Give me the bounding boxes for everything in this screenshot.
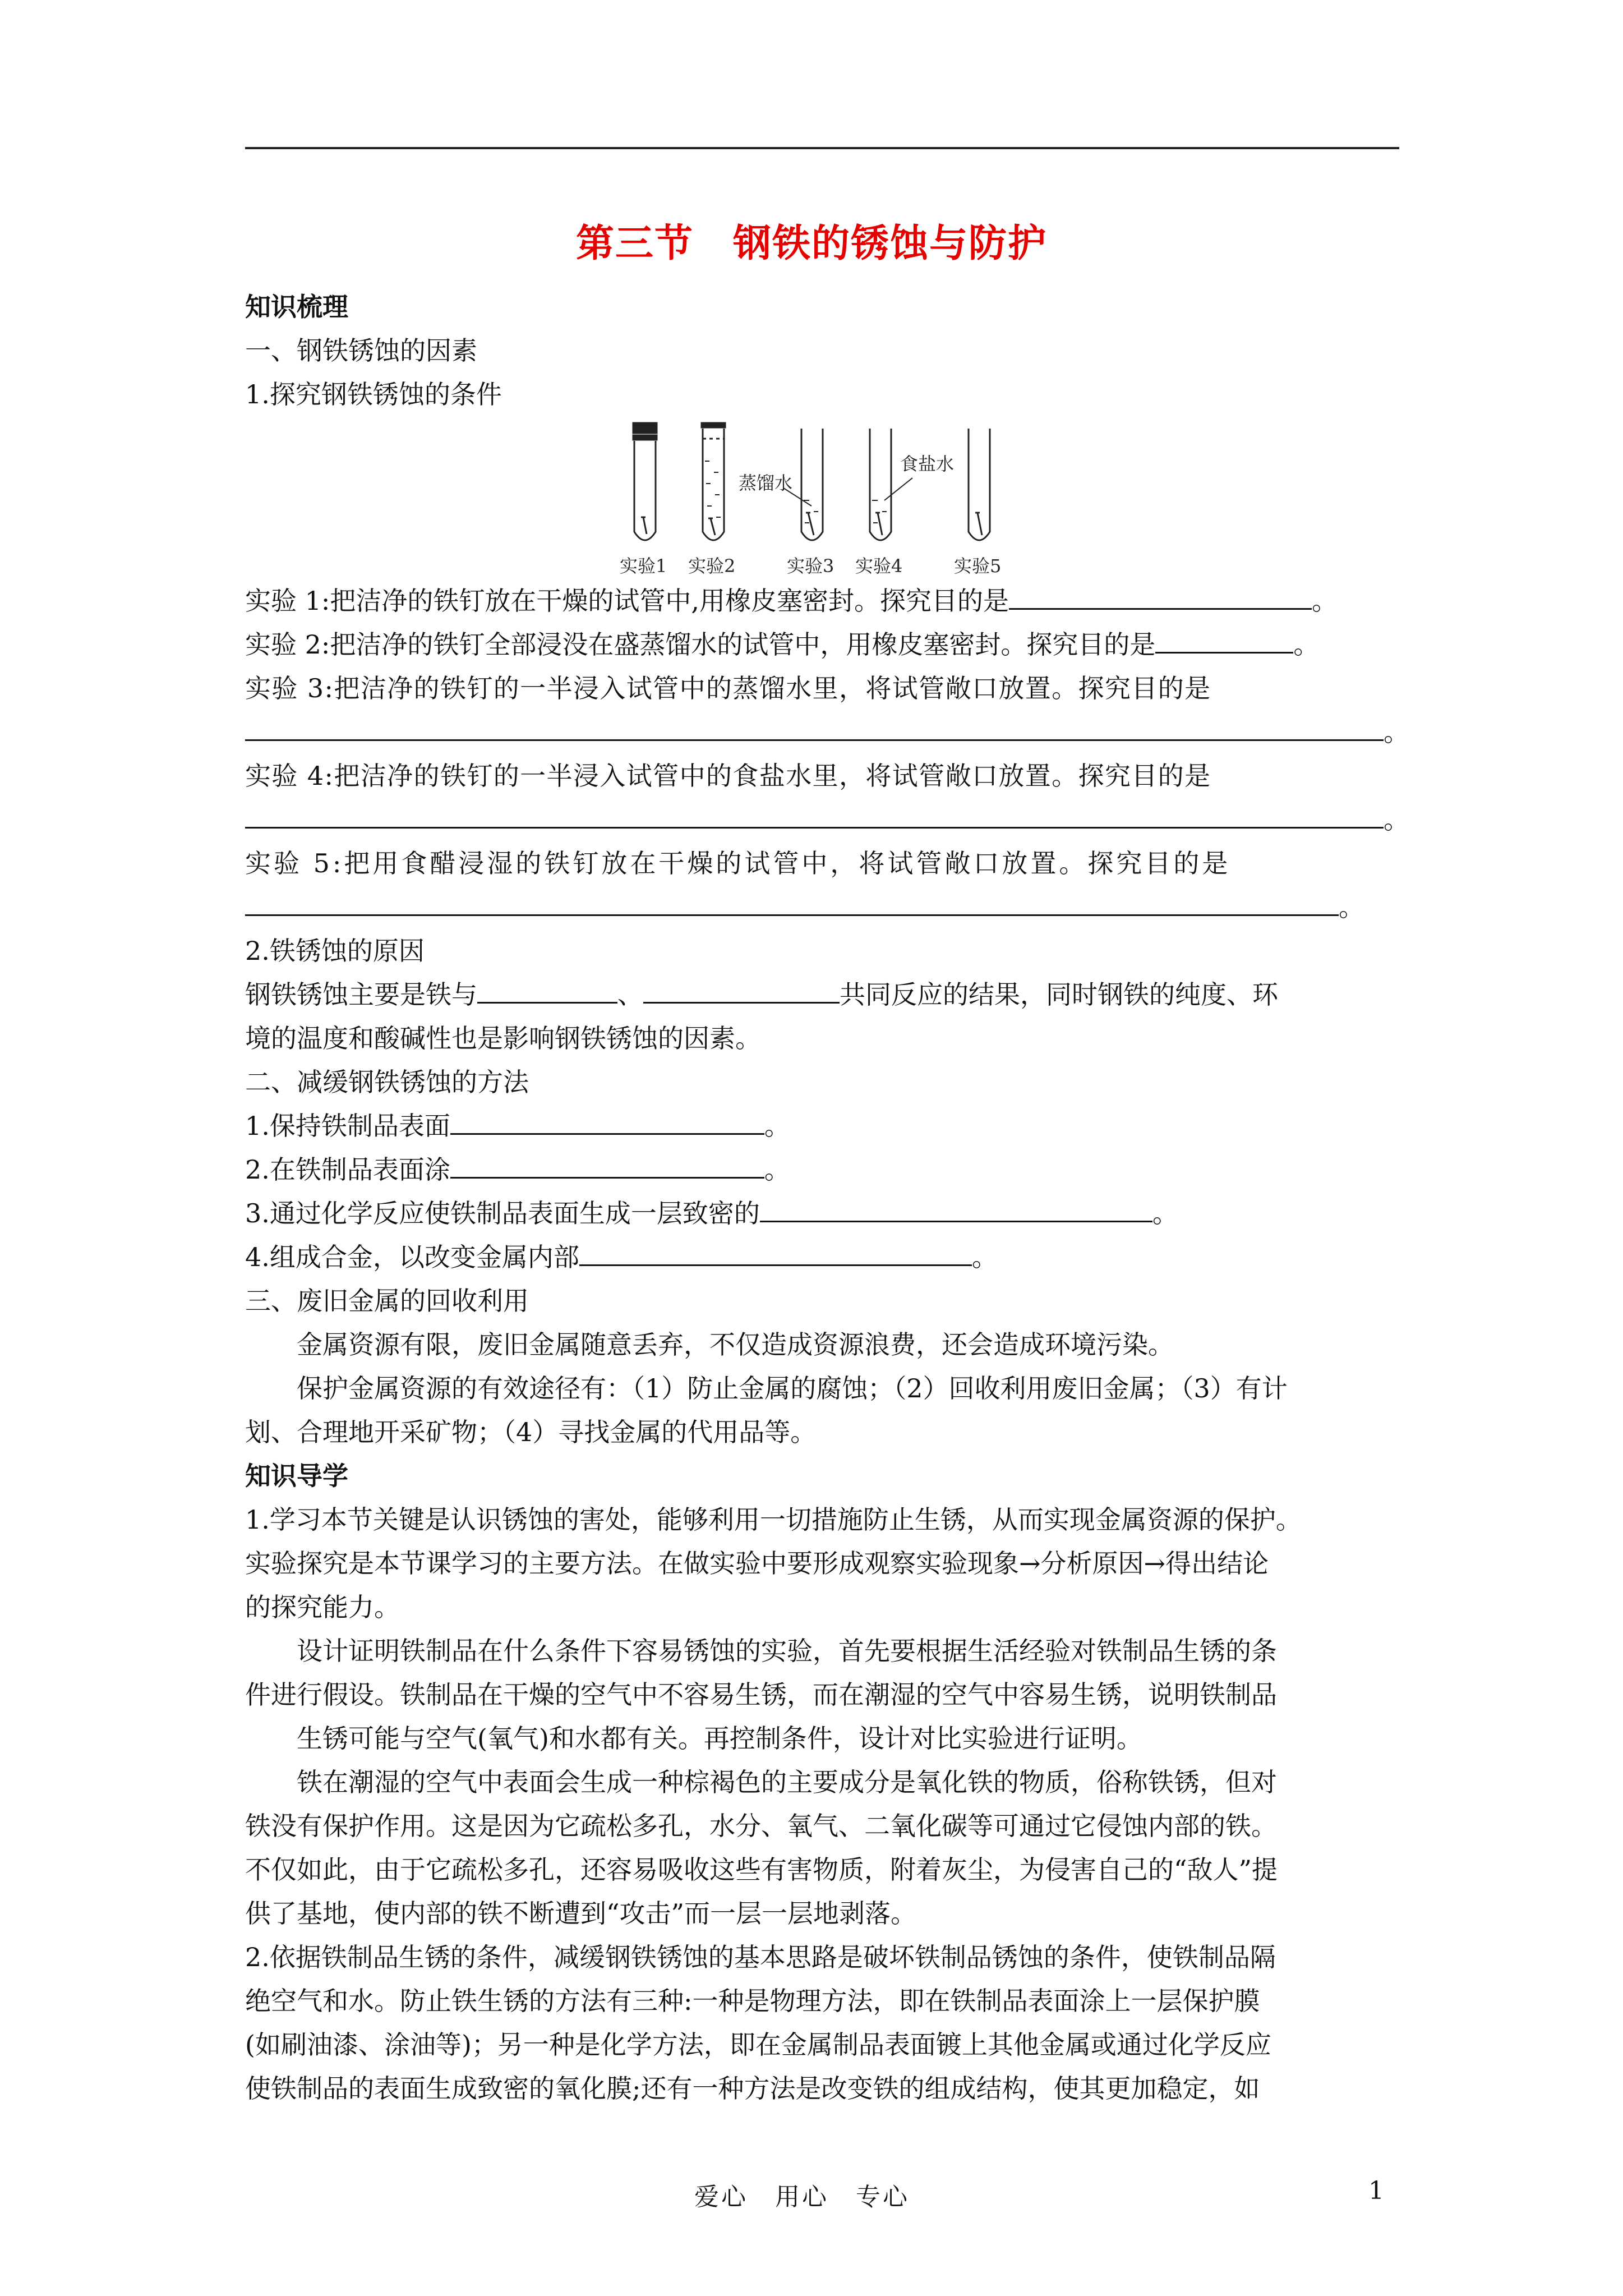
experiment-2-line: 实验 2:把洁净的铁钉全部浸没在盛蒸馏水的试管中，用橡皮塞密封。探究目的是 。 xyxy=(245,629,1320,660)
iron-nail xyxy=(875,513,882,535)
answer-blank[interactable] xyxy=(450,1111,764,1135)
method-3: 3.通过化学反应使铁制品表面生成一层致密的 。 xyxy=(245,1198,1178,1228)
guide-3b: 铁没有保护作用。这是因为它疏松多孔，水分、氧气、二氧化碳等可通过它侵蚀内部的铁。 xyxy=(245,1811,1277,1841)
test-tube-5 xyxy=(969,429,990,540)
answer-blank[interactable] xyxy=(643,979,840,1004)
answer-blank[interactable] xyxy=(245,892,1339,916)
guide-4b: 绝空气和水。防止铁生锈的方法有三种:一种是物理方法，即在铁制品表面涂上一层保护膜 xyxy=(245,1986,1260,2016)
page-number: 1 xyxy=(1368,2177,1384,2205)
experiment-4-line: 实验 4:把洁净的铁钉的一半浸入试管中的食盐水里，将试管敞口放置。探究目的是 xyxy=(245,761,1211,791)
experiment-5-line: 实验 5:把用食醋浸湿的铁钉放在干燥的试管中，将试管敞口放置。探究目的是 xyxy=(245,848,1231,878)
experiment-3-line: 实验 3:把洁净的铁钉的一半浸入试管中的蒸馏水里，将试管敞口放置。探究目的是 xyxy=(245,673,1211,703)
header-rule xyxy=(245,147,1399,149)
experiment-1-line: 实验 1:把洁净的铁钉放在干燥的试管中,用橡皮塞密封。探究目的是 。 xyxy=(245,586,1338,616)
iron-nail xyxy=(641,517,647,534)
method-4: 4.组成合金，以改变金属内部 。 xyxy=(245,1242,998,1272)
label-exp-2: 实验2 xyxy=(688,555,736,577)
answer-blank[interactable] xyxy=(579,1242,972,1266)
label-exp-5: 实验5 xyxy=(954,555,1002,577)
guide-3c: 不仅如此，由于它疏松多孔，还容易吸收这些有害物质，附着灰尘，为侵害自己的“敌人”提 xyxy=(245,1855,1278,1885)
label-exp-4: 实验4 xyxy=(855,555,903,577)
iron-nail xyxy=(806,513,814,535)
experiment-3-blank-line: 。 xyxy=(245,710,1400,754)
guide-4d: 使铁制品的表面生成致密的氧化膜;还有一种方法是改变铁的组成结构，使其更加稳定，如 xyxy=(245,2073,1260,2104)
cause-line-1: 钢铁锈蚀主要是铁与 、 共同反应的结果，同时钢铁的纯度、环 xyxy=(245,979,1278,1010)
test-tubes-diagram xyxy=(245,416,1400,579)
answer-blank[interactable] xyxy=(1009,586,1312,610)
guide-3a: 铁在潮湿的空气中表面会生成一种棕褐色的主要成分是氧化铁的物质，俗称铁锈，但对 xyxy=(297,1767,1277,1797)
part-heading-3: 三、废旧金属的回收利用 xyxy=(245,1286,529,1316)
method-2: 2.在铁制品表面涂 。 xyxy=(245,1154,790,1185)
rubber-stopper xyxy=(633,423,657,433)
experiment-figure xyxy=(245,416,1400,579)
answer-blank[interactable] xyxy=(1155,629,1293,654)
answer-blank[interactable] xyxy=(245,804,1384,829)
label-exp-3: 实验3 xyxy=(787,555,834,577)
footer-motto: 爱心 用心 专心 xyxy=(694,2183,910,2211)
document-body xyxy=(245,285,1409,2110)
item-heading-2: 2.铁锈蚀的原因 xyxy=(245,936,425,966)
label-salt-water: 食盐水 xyxy=(900,453,955,475)
guide-1a: 1.学习本节关键是认识锈蚀的害处，能够利用一切措施防止生锈，从而实现金属资源的保护。 xyxy=(245,1504,1302,1535)
label-distilled-water: 蒸馏水 xyxy=(739,472,793,494)
recycle-paragraph-2b: 划、合理地开采矿物；（4）寻找金属的代用品等。 xyxy=(245,1417,817,1447)
iron-nail xyxy=(975,513,982,535)
guide-2c: 生锈可能与空气(氧气)和水都有关。再控制条件，设计对比实验进行证明。 xyxy=(297,1723,1142,1754)
guide-1c: 的探究能力。 xyxy=(245,1592,400,1622)
page-title: 第三节 钢铁的锈蚀与防护 xyxy=(575,222,1047,266)
answer-blank[interactable] xyxy=(760,1198,1152,1222)
part-heading-1: 一、钢铁锈蚀的因素 xyxy=(245,335,477,366)
iron-nail xyxy=(708,518,715,535)
label-exp-1: 实验1 xyxy=(620,555,667,577)
test-tube-2 xyxy=(702,423,725,540)
experiment-4-blank-line: 。 xyxy=(245,798,1400,841)
method-1: 1.保持铁制品表面 。 xyxy=(245,1111,790,1141)
test-tube-1 xyxy=(633,423,657,540)
test-tube-4 xyxy=(870,429,912,540)
guide-2b: 件进行假设。铁制品在干燥的空气中不容易生锈，而在潮湿的空气中容易生锈，说明铁制品 xyxy=(245,1680,1277,1710)
answer-blank[interactable] xyxy=(477,979,617,1004)
recycle-paragraph-2a: 保护金属资源的有效途径有：（1）防止金属的腐蚀；（2）回收利用废旧金属；（3）有计 xyxy=(297,1373,1288,1404)
guide-4a: 2.依据铁制品生锈的条件，减缓钢铁锈蚀的基本思路是破坏铁制品锈蚀的条件，使铁制品隔 xyxy=(245,1942,1276,1972)
answer-blank[interactable] xyxy=(245,717,1384,741)
cause-line-2: 境的温度和酸碱性也是影响钢铁锈蚀的因素。 xyxy=(245,1023,761,1053)
section-heading-guide: 知识导学 xyxy=(245,1461,348,1491)
section-heading-knowledge: 知识梳理 xyxy=(245,292,348,322)
answer-blank[interactable] xyxy=(450,1154,764,1179)
guide-4c: (如刷油漆、涂油等)；另一种是化学方法，即在金属制品表面镀上其他金属或通过化学反应 xyxy=(245,2030,1271,2060)
recycle-paragraph-1: 金属资源有限，废旧金属随意丢弃，不仅造成资源浪费，还会造成环境污染。 xyxy=(297,1329,1174,1360)
experiment-5-blank-line: 。 xyxy=(245,885,1400,929)
item-heading-1: 1.探究钢铁锈蚀的条件 xyxy=(245,379,502,409)
part-heading-2: 二、减缓钢铁锈蚀的方法 xyxy=(245,1067,529,1097)
guide-1b: 实验探究是本节课学习的主要方法。在做实验中要形成观察实验现象→分析原因→得出结论 xyxy=(245,1548,1269,1579)
guide-3d: 供了基地，使内部的铁不断遭到“攻击”而一层一层地剥落。 xyxy=(245,1898,917,1929)
guide-2a: 设计证明铁制品在什么条件下容易锈蚀的实验，首先要根据生活经验对铁制品生锈的条 xyxy=(297,1636,1277,1666)
